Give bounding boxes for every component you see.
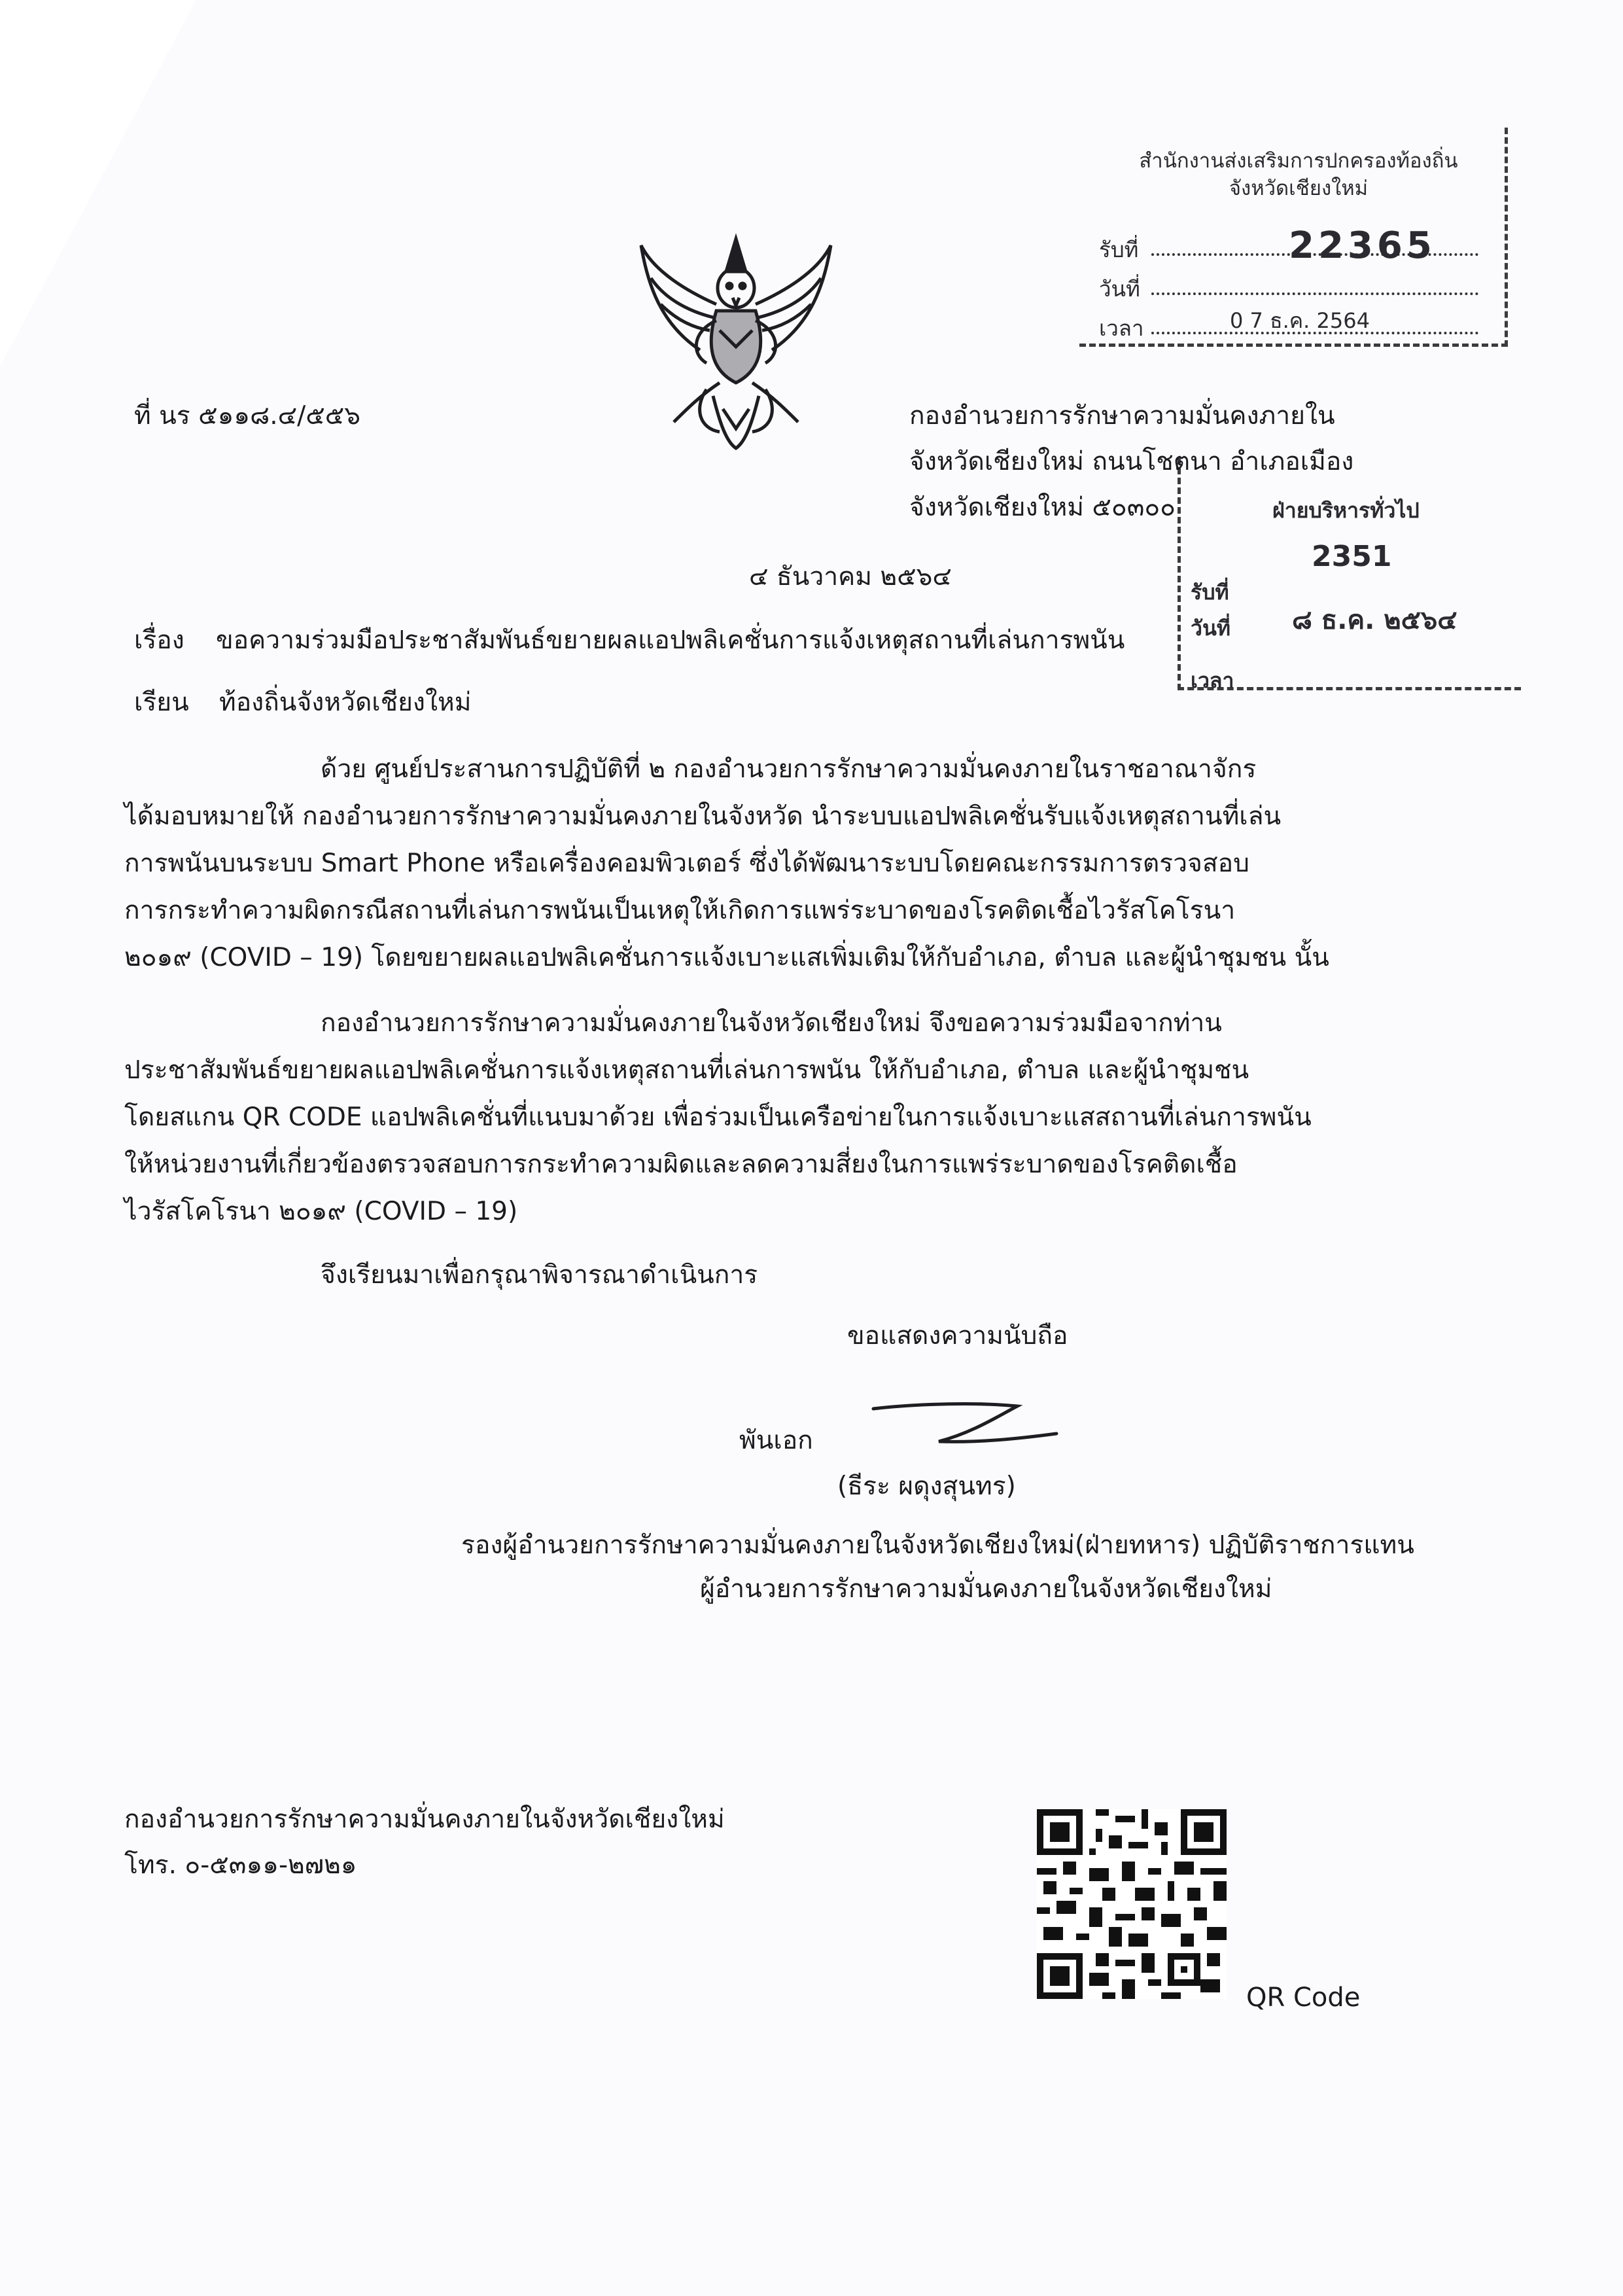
- para1-line-text: ด้วย ศูนย์ประสานการปฏิบัติที่ ๒ กองอำนวยการรักษาความมั่นคงภายในราชอาณาจักร: [321, 754, 1257, 784]
- stamp-received-label: รับที่: [1099, 237, 1139, 262]
- stamp2-date-value: ๘ ธ.ค. ๒๕๖๔: [1292, 605, 1457, 635]
- stamp-received-number: 22365: [1289, 224, 1436, 267]
- stamp-dotline: [1151, 292, 1478, 295]
- para2-line: ไวรัสโคโรนา ๒๐๑๙ (COVID – 19): [124, 1197, 518, 1226]
- para2-line: ให้หน่วยงานที่เกี่ยวข้องตรวจสอบการกระทำความผิดและลดความสี่ยงในการแพร่ระบาดของโรคติดเชื้อ: [124, 1150, 1238, 1179]
- para1-line: [124, 746, 1380, 793]
- footer-tel: โทร. ๐-๕๓๑๑-๒๗๒๑: [124, 1850, 357, 1880]
- sender-line-3: จังหวัดเชียงใหม่ ๕๐๓๐๐: [909, 493, 1176, 522]
- stamp2-date-label: วันที่: [1191, 616, 1230, 641]
- receiving-stamp-second: [1178, 458, 1521, 693]
- garuda-emblem-icon: [628, 232, 844, 455]
- subject-text: ขอความร่วมมือประชาสัมพันธ์ขยายผลแอปพลิเคชั่นการแจ้งเหตุสถานที่เล่นการพนัน: [216, 626, 1125, 655]
- letter-date: ๔ ธันวาคม ๒๕๖๔: [749, 562, 952, 592]
- stamp2-received-label: รับที่: [1191, 580, 1229, 605]
- para1-line: การพนันบนระบบ Smart Phone หรือเครื่องคอมพิวเตอร์ ซึ่งได้พัฒนาระบบโดยคณะกรรมการตรวจสอบ: [124, 849, 1249, 878]
- subject-label: เรื่อง: [134, 626, 184, 655]
- signer-rank: พันเอก: [739, 1426, 813, 1455]
- signer-title-line-2: ผู้อำนวยการรักษาความมั่นคงภายในจังหวัดเชียงใหม่: [700, 1574, 1272, 1604]
- stamp-time-label: เวลา: [1099, 315, 1144, 341]
- stamp-org-line2: จังหวัดเชียงใหม่: [1229, 177, 1369, 200]
- para1-line: ๒๐๑๙ (COVID – 19) โดยขยายผลแอปพลิเคชั่นการแจ้งเบาะแสเพิ่มเติมให้กับอำเภอ, ตำบล และผู้นำชุมชน นั้น: [124, 943, 1329, 972]
- body-paragraph-2: [124, 1000, 1380, 1235]
- stamp-date-value: 0 7 ธ.ค. 2564: [1230, 308, 1370, 333]
- closing-request: จึงเรียนมาเพื่อกรุณาพิจารณาดำเนินการ: [321, 1260, 758, 1290]
- stamp2-received-number: 2351: [1312, 540, 1392, 573]
- para1-line: ได้มอบหมายให้ กองอำนวยการรักษาความมั่นคงภายในจังหวัด นำระบบแอปพลิเคชั่นรับแจ้งเหตุสถานที่เล่น: [124, 802, 1282, 831]
- para2-line: [124, 1000, 1380, 1047]
- para2-line: โดยสแกน QR CODE แอปพลิเคชั่นที่แนบมาด้วย เพื่อร่วมเป็นเครือข่ายในการแจ้งเบาะแสสถานที่เล่นการพนัน: [124, 1103, 1312, 1132]
- reference-number: ที่ นร ๕๑๑๘.๔/๕๕๖: [134, 401, 361, 431]
- stamp-date-label: วันที่: [1099, 276, 1140, 302]
- body-paragraph-1: [124, 746, 1380, 981]
- para2-line-text: กองอำนวยการรักษาความมั่นคงภายในจังหวัดเชียงใหม่ จึงขอความร่วมมือจากท่าน: [321, 1008, 1222, 1038]
- sender-line-2: จังหวัดเชียงใหม่ ถนนโชตนา อำเภอเมือง: [909, 447, 1354, 476]
- folded-corner: [0, 0, 196, 366]
- signer-title-line-1: รองผู้อำนวยการรักษาความมั่นคงภายในจังหวัดเชียงใหม่(ฝ่ายทหาร) ปฏิบัติราชการแทน: [461, 1530, 1414, 1560]
- stamp-org-line1: สำนักงานส่งเสริมการปกครองท้องถิ่น: [1139, 149, 1458, 173]
- closing-salutation: ขอแสดงความนับถือ: [847, 1321, 1068, 1351]
- qr-code-label: QR Code: [1246, 1983, 1361, 2013]
- stamp2-time-label: เวลา: [1191, 668, 1234, 693]
- qr-code-icon: [1037, 1809, 1227, 1999]
- to-label: เรียน: [134, 688, 189, 717]
- signer-name: (ธีระ ผดุงสุนทร): [837, 1472, 1016, 1501]
- stamp-org: [1099, 147, 1498, 202]
- footer-org: กองอำนวยการรักษาความมั่นคงภายในจังหวัดเชียงใหม่: [124, 1805, 725, 1834]
- para1-line: การกระทำความผิดกรณีสถานที่เล่นการพนันเป็นเหตุให้เกิดการแพร่ระบาดของโรคติดเชื้อไวรัสโคโรนา: [124, 896, 1236, 925]
- stamp2-org: ฝ่ายบริหารทั่วไป: [1272, 498, 1420, 523]
- para2-line: ประชาสัมพันธ์ขยายผลแอปพลิเคชั่นการแจ้งเหตุสถานที่เล่นการพนัน ให้กับอำเภอ, ตำบล และผู้นำชุมชน: [124, 1055, 1249, 1085]
- to-text: ท้องถิ่นจังหวัดเชียงใหม่: [219, 688, 472, 717]
- signature-mark: [867, 1397, 1063, 1456]
- sender-line-1: กองอำนวยการรักษาความมั่นคงภายใน: [909, 401, 1335, 431]
- receiving-stamp-top: [1079, 128, 1508, 347]
